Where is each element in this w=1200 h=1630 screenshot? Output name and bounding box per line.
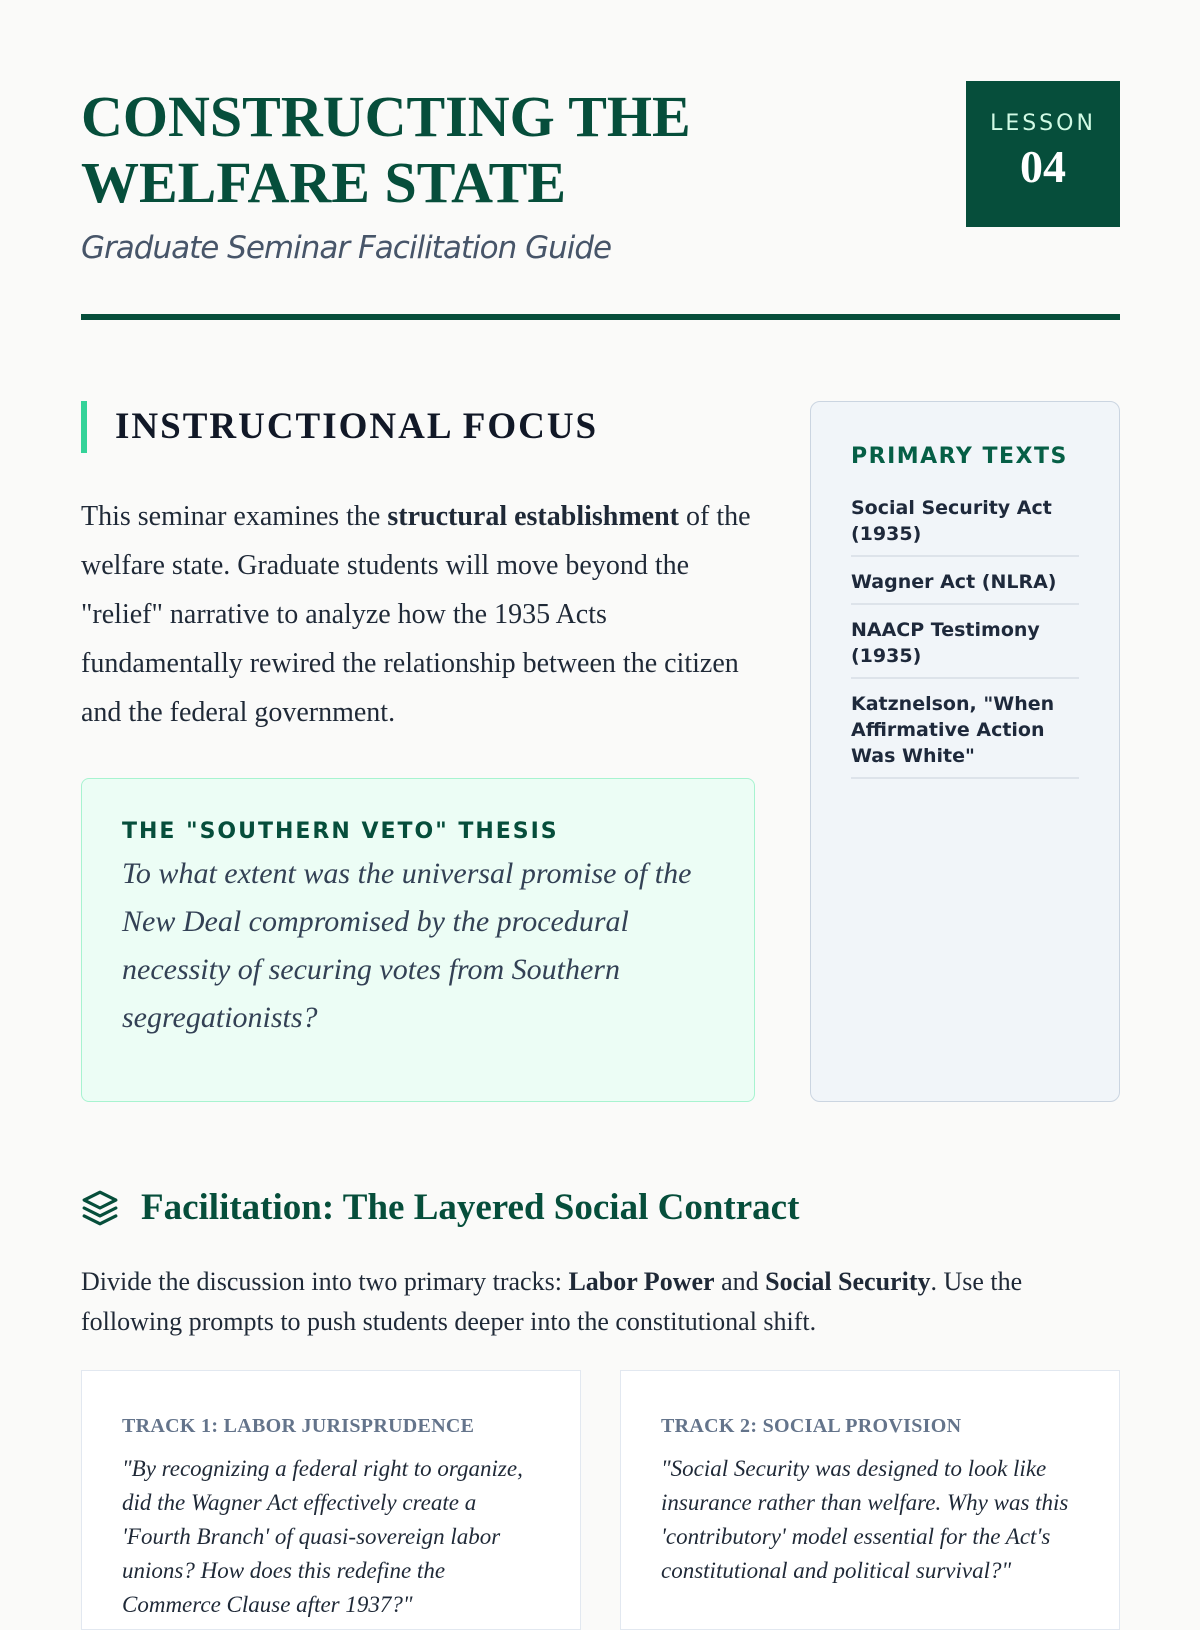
intro-text: of the welfare state. Graduate students will move beyond the "relief" narrative to analyze how the 1935 Acts fundamentally rewired the relationship between the citizen and the federal government. [81,501,751,728]
primary-text-item: Social Security Act (1935) [851,483,1079,557]
page-title: CONSTRUCTING THE WELFARE STATE [81,84,691,215]
primary-text-item: Wagner Act (NLRA) [851,557,1079,605]
lesson-badge [966,81,1120,227]
primary-texts-panel [810,401,1120,1102]
emphasis: Labor Power [568,1267,715,1296]
panel-heading: PRIMARY TEXTS [851,444,1068,469]
track-prompt: "Social Security was designed to look like insurance rather than welfare. Why was this 'contributory' model essential for the Act's constitutional and political survival?" [661,1456,1069,1583]
layers-icon [81,1189,119,1227]
facilitation-paragraph [81,1262,1121,1342]
section-heading-focus: INSTRUCTIONAL FOCUS [81,401,598,453]
facilitation-title: Facilitation: The Layered Social Contract [141,1187,800,1228]
track-prompt: "By recognizing a federal right to organize, did the Wagner Act effectively create a 'Fourth Branch' of quasi-sovereign labor unions? How does this redefine the Commerce Clause after 1937?" [122,1456,523,1617]
intro-text: This seminar examines the [81,501,388,532]
lesson-number: 04 [1020,141,1066,192]
track-card-labor [81,1370,581,1630]
primary-text-item: NAACP Testimony (1935) [851,605,1079,679]
text: . Use the following prompts to push students deeper into the constitutional shift. [81,1267,1023,1336]
callout-heading: THE "SOUTHERN VETO" THESIS [122,819,559,844]
primary-text-item: Katznelson, "When Affirmative Action Was White" [851,679,1079,779]
intro-paragraph [81,492,761,737]
track-label: TRACK 1: LABOR JURISPRUDENCE [122,1415,475,1437]
section-heading-facilitation [81,1186,799,1229]
emphasis: Social Security [765,1267,931,1296]
intro-emphasis: structural establishment [387,501,680,532]
callout-question: To what extent was the universal promise of the New Deal compromised by the procedural necessity of securing votes from Southern segregationists? [122,857,692,1034]
thesis-callout [81,778,755,1102]
track-label: TRACK 2: SOCIAL PROVISION [661,1415,962,1437]
text: Divide the discussion into two primary tracks: [81,1267,569,1296]
text: and [714,1267,766,1296]
track-card-social [620,1370,1120,1630]
page-subtitle: Graduate Seminar Facilitation Guide [81,230,612,266]
header-divider [81,314,1120,320]
lesson-label: LESSON [990,111,1096,136]
